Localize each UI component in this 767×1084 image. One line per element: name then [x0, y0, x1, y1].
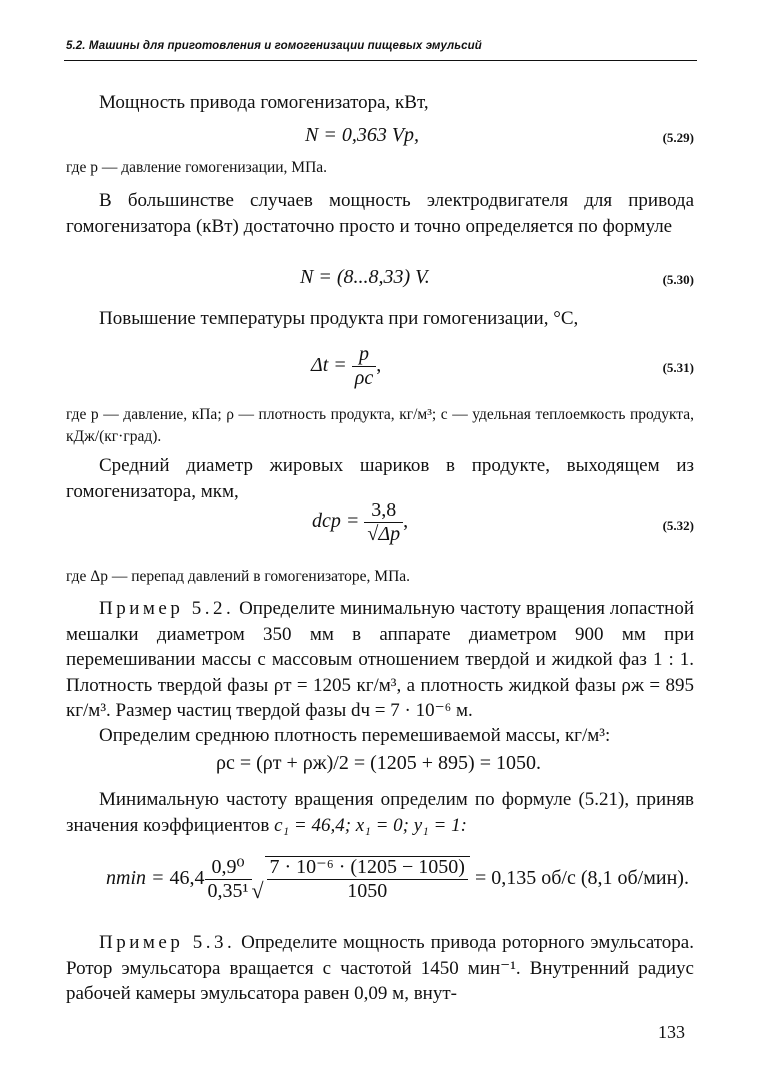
eq531-numerator: p — [352, 344, 376, 367]
where-5-32: где Δp — перепад давлений в гомогенизаторе, МПа. — [66, 568, 411, 585]
equation-number-5-30: (5.30) — [662, 272, 694, 287]
eq532-tail: , — [403, 510, 409, 533]
page-number: 133 — [658, 1022, 685, 1042]
eq532-fraction — [364, 500, 403, 545]
eq531-denominator: ρc — [354, 367, 374, 389]
example-5-2-rho-zh: ρж = 895 кг/м³ — [66, 674, 695, 721]
example-5-3-label: Пример 5.3. — [99, 932, 236, 953]
eq532-numerator: 3,8 — [364, 500, 403, 523]
min-frequency-coefficients: c₁ = 46,4; x₁ = 0; y₁ = 1: — [274, 814, 467, 836]
nmin-fraction-denominator: 0,35¹ — [207, 880, 249, 902]
equation-mean-density: ρс = (ρт + ρж)/2 = (1205 + 895) = 1050. — [216, 752, 541, 774]
paragraph-fat-globules: Средний диаметр жировых шариков в продукте, выходящем из гомогенизатора, мкм, — [66, 455, 694, 502]
equation-number-5-31: (5.31) — [662, 360, 694, 375]
eq531-lhs: Δt = — [311, 354, 347, 377]
equation-nmin — [106, 856, 689, 902]
example-5-2-text-a: Определите минимальную частоту вращения лопастной мешалки диаметром 350 мм в аппарате диаметром 900 мм при перемешивании массы с массовым отношением твердой и жидкой фаз 1 : 1. Плотность твердой фазы — [66, 598, 695, 696]
example-5-3-text: Определите мощность привода роторного эмульсатора. Ротор эмульсатора вращается с частотой 1450 мин⁻¹. Внутренний радиус рабочей камеры эмульсатора равен 0,09 м, внут- — [66, 932, 694, 1004]
paragraph-motor-power: В большинстве случаев мощность электродвигателя для привода гомогенизатора (кВт) достаточно просто и точно определяется по формуле — [66, 190, 694, 237]
nmin-fraction — [205, 857, 252, 902]
min-frequency-text: Минимальную частоту вращения определим по формуле (5.21), приняв значения коэффициентов — [66, 789, 694, 836]
nmin-result: = 0,135 об/с (8,1 об/мин). — [474, 867, 689, 890]
equation-5-31 — [311, 344, 381, 389]
eq532-denominator: √Δp — [367, 523, 401, 545]
example-5-2-text-c: . Размер частиц твердой фазы — [106, 700, 347, 721]
nmin-root-numerator: 7 · 10⁻⁶ · (1205 − 1050) — [267, 857, 468, 880]
where-5-29: где p — давление гомогенизации, МПа. — [66, 159, 328, 176]
equation-5-32 — [312, 500, 408, 545]
nmin-lhs: nmin = — [106, 867, 165, 890]
paragraph-power-intro: Мощность привода гомогенизатора, кВт, — [99, 92, 429, 113]
eq531-fraction — [352, 344, 376, 389]
equation-number-5-29: (5.29) — [662, 130, 694, 145]
eq531-tail: , — [376, 354, 382, 377]
eq532-lhs: dср = — [312, 510, 360, 533]
nmin-fraction-numerator: 0,9⁰ — [205, 857, 252, 880]
example-5-2-label: Пример 5.2. — [99, 598, 235, 619]
paragraph-mean-density: Определим среднюю плотность перемешиваемой массы, кг/м³: — [99, 725, 611, 746]
nmin-square-root: √ $\frac{\text{7 · 10⁻⁶ · (1205 − 1050)}}{1050}$ — [252, 856, 470, 902]
nmin-root-denominator: 1050 — [347, 880, 388, 902]
nmin-coefficient: 46,4 — [169, 867, 205, 890]
running-header: 5.2. Машины для приготовления и гомогенизации пищевых эмульсий — [66, 40, 482, 52]
equation-number-5-32: (5.32) — [662, 518, 694, 533]
example-5-2-text-b: , а плотность жидкой фазы — [396, 674, 616, 696]
example-5-2 — [66, 596, 694, 724]
nmin-root-fraction — [267, 857, 468, 902]
example-5-2-particle-size: dч = 7 · 10⁻⁶ м. — [350, 700, 473, 721]
where-5-31: где p — давление, кПа; ρ — плотность продукта, кг/м³; c — удельная теплоемкость продукта, кДж/(кг·град). — [66, 406, 694, 445]
equation-5-29: N = 0,363 Vp, — [305, 124, 420, 146]
equation-5-30: N = (8...8,33) V. — [300, 266, 430, 288]
paragraph-min-frequency — [66, 787, 694, 838]
header-rule — [64, 60, 697, 61]
example-5-3 — [66, 930, 694, 1007]
paragraph-temperature: Повышение температуры продукта при гомогенизации, °С, — [99, 308, 579, 329]
example-5-2-rho-t: ρт = 1205 кг/м³ — [273, 674, 397, 696]
